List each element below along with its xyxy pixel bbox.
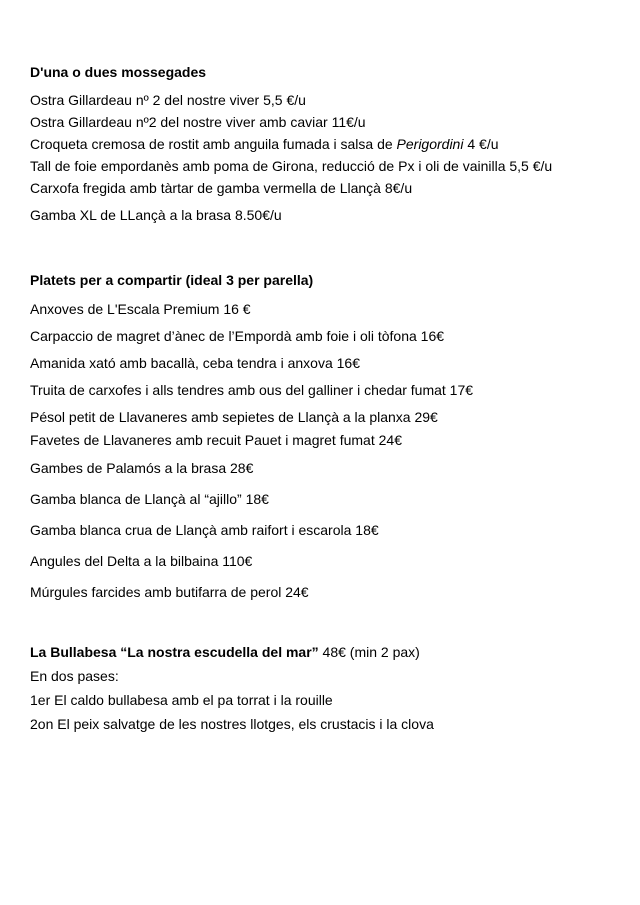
- menu-item: Múrgules farcides amb butifarra de perol 24€: [30, 584, 309, 600]
- menu-item: Gamba blanca crua de Llançà amb raifort i escarola 18€: [30, 522, 379, 538]
- menu-item: En dos pases:: [30, 668, 119, 684]
- section-heading-bold: La Bullabesa “La nostra escudella del mar”: [30, 644, 319, 660]
- menu-item: 2on El peix salvatge de les nostres llotges, els crustacis i la clova: [30, 716, 434, 732]
- menu-item-text: Croqueta cremosa de rostit amb anguila fumada i salsa de: [30, 136, 397, 152]
- menu-item: Ostra Gillardeau nº2 del nostre viver amb caviar 11€/u: [30, 114, 366, 130]
- section-heading: Platets per a compartir (ideal 3 per parella): [30, 272, 314, 288]
- menu-item: Gamba blanca de Llançà al “ajillo” 18€: [30, 491, 269, 507]
- menu-item-emphasis: Perigordini: [396, 136, 464, 152]
- menu-item: Ostra Gillardeau nº 2 del nostre viver 5,5 €/u: [30, 92, 306, 108]
- section-heading: [30, 643, 420, 661]
- menu-item: 1er El caldo bullabesa amb el pa torrat i la rouille: [30, 692, 333, 708]
- menu-item: Gamba XL de LLançà a la brasa 8.50€/u: [30, 207, 282, 223]
- menu-item: [30, 135, 499, 153]
- menu-item: Favetes de Llavaneres amb recuit Pauet i magret fumat 24€: [30, 432, 402, 448]
- menu-item: Amanida xató amb bacallà, ceba tendra i anxova 16€: [30, 355, 360, 371]
- menu-item: Tall de foie empordanès amb poma de Girona, reducció de Px i oli de vainilla 5,5 €/u: [30, 158, 553, 174]
- menu-item: Pésol petit de Llavaneres amb sepietes de Llançà a la planxa 29€: [30, 409, 438, 425]
- menu-item: Gambes de Palamós a la brasa 28€: [30, 460, 254, 476]
- menu-item: Anxoves de L'Escala Premium 16 €: [30, 301, 251, 317]
- section-heading-price: 48€ (min 2 pax): [318, 644, 420, 660]
- menu-item: Carxofa fregida amb tàrtar de gamba vermella de Llançà 8€/u: [30, 180, 413, 196]
- menu-item: Truita de carxofes i alls tendres amb ous del galliner i chedar fumat 17€: [30, 382, 474, 398]
- menu-item-price: 4 €/u: [463, 136, 499, 152]
- menu-item: Carpaccio de magret d’ànec de l’Empordà amb foie i oli tòfona 16€: [30, 328, 445, 344]
- section-heading: D'una o dues mossegades: [30, 64, 207, 80]
- menu-item: Angules del Delta a la bilbaina 110€: [30, 553, 253, 569]
